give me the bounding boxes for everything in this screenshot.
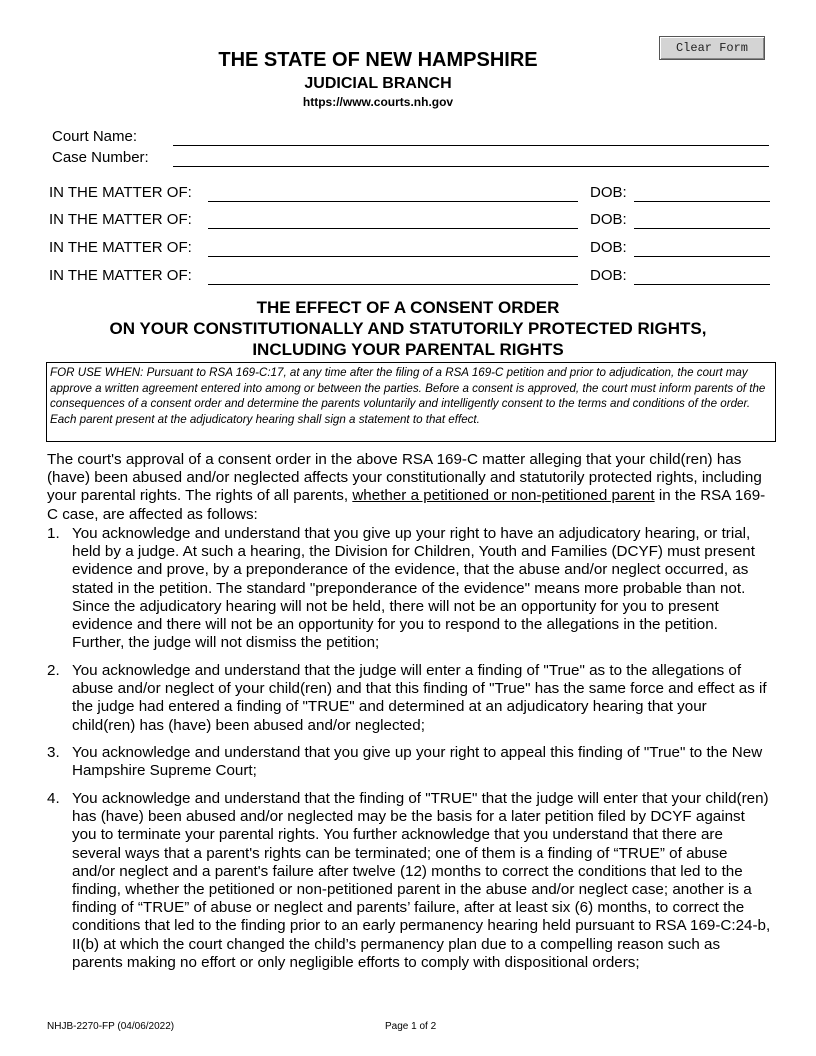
dob-field-1[interactable] xyxy=(634,201,770,202)
matter-field-4[interactable] xyxy=(208,284,578,285)
court-url: https://www.courts.nh.gov xyxy=(302,95,454,109)
dob-field-4[interactable] xyxy=(634,284,770,285)
case-number-field[interactable] xyxy=(173,166,769,167)
page-number: Page 1 of 2 xyxy=(385,1021,437,1032)
matter-label-1: IN THE MATTER OF: xyxy=(49,184,192,201)
branch-heading: JUDICIAL BRANCH xyxy=(304,75,452,92)
state-heading: THE STATE OF NEW HAMPSHIRE xyxy=(218,49,538,71)
matter-label-4: IN THE MATTER OF: xyxy=(49,267,192,284)
case-number-label: Case Number: xyxy=(52,149,149,166)
dob-label-2: DOB: xyxy=(590,211,627,228)
dob-label-1: DOB: xyxy=(590,184,627,201)
item-number: 3. xyxy=(47,744,60,761)
matter-field-1[interactable] xyxy=(208,201,578,202)
form-title xyxy=(48,297,768,360)
clear-form-button[interactable]: Clear Form xyxy=(659,36,765,60)
matter-label-3: IN THE MATTER OF: xyxy=(49,239,192,256)
dob-field-3[interactable] xyxy=(634,256,770,257)
matter-field-3[interactable] xyxy=(208,256,578,257)
item-number: 2. xyxy=(47,662,60,679)
court-name-field[interactable] xyxy=(173,145,769,146)
title-line-1: THE EFFECT OF A CONSENT ORDER xyxy=(256,298,560,317)
intro-underlined-text: whether a petitioned or non-petitioned parent xyxy=(352,487,655,505)
dob-label-4: DOB: xyxy=(590,267,627,284)
intro-paragraph xyxy=(47,451,769,524)
for-use-when-box: FOR USE WHEN: Pursuant to RSA 169-C:17, at any time after the filing of a RSA 169-C petition and prior to adjudication, the court may approve a written agreement entered into among or between the parties. Before a consent is approved, the court must inform parents of the consequences of a consent order and determine the parents voluntarily and intelligently consent to the terms and conditions of the order. Each parent present at the adjudicatory hearing shall sign a statement to that effect. xyxy=(46,362,776,442)
title-line-3: INCLUDING YOUR PARENTAL RIGHTS xyxy=(252,340,564,359)
court-name-label: Court Name: xyxy=(52,128,138,145)
dob-label-3: DOB: xyxy=(590,239,627,256)
item-text: You acknowledge and understand that the finding of "TRUE" that the judge will enter that your child(ren) has (have) been abused and/or neglected may be the basis for a later petition filed by DCYF against you to terminate your parental rights. You further acknowledge that you understand that there are several ways that a parent's rights can be terminated; one of them is a finding of “TRUE” of abuse and/or neglect and a parent's failure after twelve (12) months to correct the conditions that led to the finding, whether the petitioned or non-petitioned parent in the abuse and/or neglect case; another is a finding of “TRUE” of abuse or neglect and parents’ failure, after at least six (6) months, to correct the conditions that led to the finding prior to an early permanency hearing held pursuant to RSA 169-C:24-b, II(b) at which the court changed the child’s permanency plan due to a compelling reason such as parents making no effort or only negligible efforts to comply with dispositional orders; xyxy=(72,790,771,971)
matter-field-2[interactable] xyxy=(208,228,578,229)
item-number: 1. xyxy=(47,525,60,542)
form-id: NHJB-2270-FP (04/06/2022) xyxy=(47,1021,175,1032)
item-text: You acknowledge and understand that you give up your right to appeal this finding of "True" to the New Hampshire Supreme Court; xyxy=(72,744,763,780)
matter-label-2: IN THE MATTER OF: xyxy=(49,211,192,228)
title-line-2: ON YOUR CONSTITUTIONALLY AND STATUTORILY PROTECTED RIGHTS, xyxy=(109,319,707,338)
intro-text-after: in the RSA 169-C case, are affected as follows: xyxy=(47,487,766,523)
dob-field-2[interactable] xyxy=(634,228,770,229)
item-text: You acknowledge and understand that you give up your right to have an adjudicatory hearing, or trial, held by a judge. At such a hearing, the Division for Children, Youth and Families (DCYF) must present evidence and prove, by a preponderance of the evidence, that the abuse and/or neglect occurred, as stated in the petition. The standard "preponderance of the evidence" means more probable than not. Since the adjudicatory hearing will not be held, there will not be an opportunity for you to present evidence and there will not be an opportunity for you to respond to the allegations in the petition. Further, the judge will not dismiss the petition; xyxy=(72,525,755,652)
item-number: 4. xyxy=(47,790,60,807)
intro-text-before: The court's approval of a consent order in the above RSA 169-C matter alleging that your child(ren) has (have) been abused and/or neglected affects your constitutionally and statutorily protected rights, including your parental rights. The rights of all parents, xyxy=(47,451,762,505)
item-text: You acknowledge and understand that the judge will enter a finding of "True" as to the allegations of abuse and/or neglect of your child(ren) and that this finding of "True" has the same force and effect as if the judge had entered a finding of "TRUE" and determined at an adjudicatory hearing that your child(ren) has (have) been abused and/or neglected; xyxy=(72,662,767,734)
